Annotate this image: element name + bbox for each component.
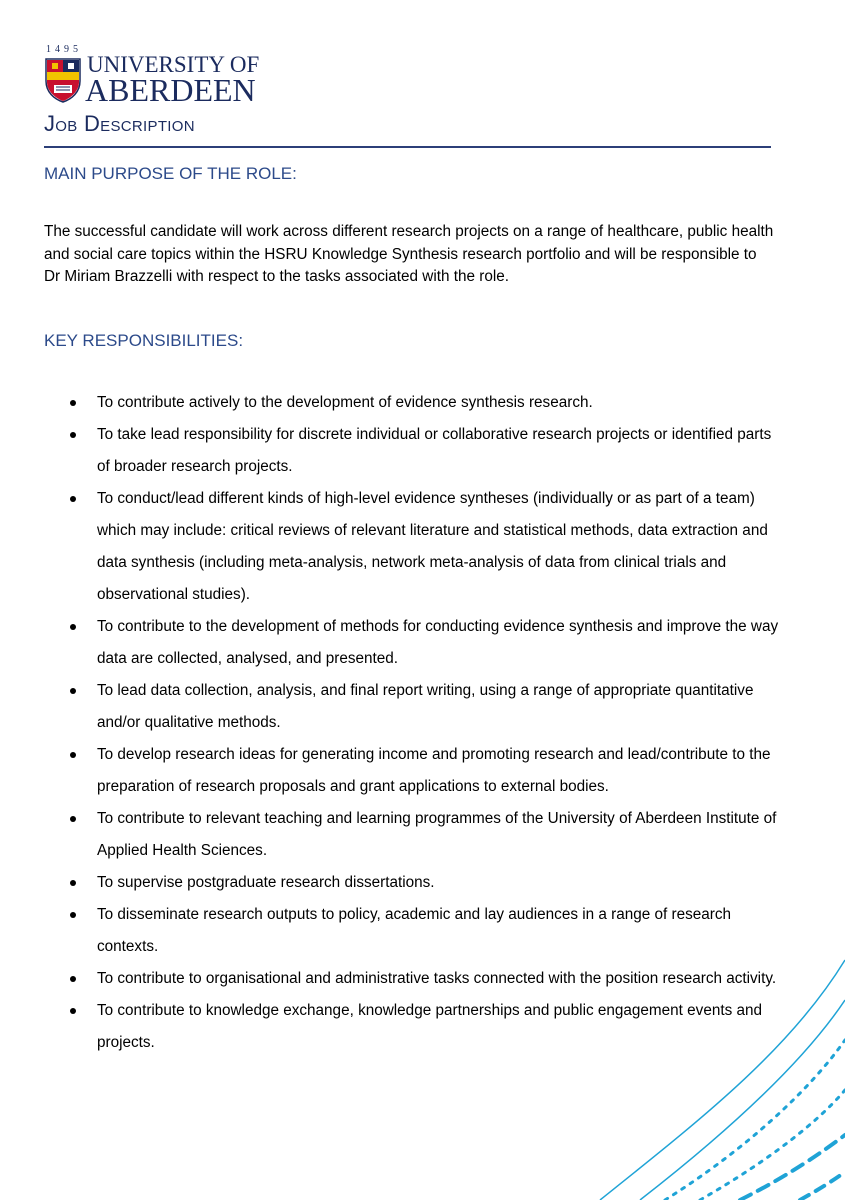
bullet-icon xyxy=(70,912,76,918)
list-item xyxy=(44,739,779,803)
list-item xyxy=(44,419,779,483)
list-item xyxy=(44,867,779,899)
list-item xyxy=(44,483,779,611)
bullet-icon xyxy=(70,688,76,694)
main-purpose-heading: MAIN PURPOSE OF THE ROLE: xyxy=(44,164,297,183)
responsibilities-list xyxy=(44,387,779,1059)
list-item-text: To contribute actively to the development of evidence synthesis research. xyxy=(97,394,593,411)
list-item xyxy=(44,963,779,995)
university-crest-icon xyxy=(44,57,82,103)
bullet-icon xyxy=(70,1008,76,1014)
list-item-text: To disseminate research outputs to policy, academic and lay audiences in a range of research contexts. xyxy=(97,906,732,955)
list-item-text: To contribute to the development of methods for conducting evidence synthesis and improve the way data are collected, analysed, and presented. xyxy=(97,618,779,667)
list-item xyxy=(44,611,779,675)
bullet-icon xyxy=(70,432,76,438)
logo-year: 1495 xyxy=(46,44,82,55)
list-item xyxy=(44,387,779,419)
university-logo xyxy=(44,44,260,108)
list-item-text: To take lead responsibility for discrete individual or collaborative research projects or identified parts of broader research projects. xyxy=(97,426,772,475)
list-item xyxy=(44,995,779,1059)
bullet-icon xyxy=(70,496,76,502)
list-item-text: To develop research ideas for generating income and promoting research and lead/contribute to the preparation of research proposals and grant applications to external bodies. xyxy=(97,746,771,795)
list-item-text: To supervise postgraduate research dissertations. xyxy=(97,874,435,891)
list-item xyxy=(44,675,779,739)
list-item-text: To conduct/lead different kinds of high-level evidence syntheses (individually or as part of a team) which may include: critical reviews of relevant literature and statistical methods, data extraction and data synthesis (including meta-analysis, network meta-analysis of data from clinical trials and observational studies). xyxy=(97,490,768,603)
document-title: Job Description xyxy=(44,111,195,136)
bullet-icon xyxy=(70,880,76,886)
list-item-text: To contribute to relevant teaching and learning programmes of the University of Aberdeen Institute of Applied Health Sciences. xyxy=(97,810,777,859)
logo-aberdeen: ABERDEEN xyxy=(85,72,256,108)
main-purpose-text: The successful candidate will work across different research projects on a range of healthcare, public health and social care topics within the HSRU Knowledge Synthesis research portfolio and will be responsible to Dr Miriam Brazzelli with respect to the tasks associated with the role. xyxy=(44,223,774,285)
header-divider xyxy=(44,146,771,148)
bullet-icon xyxy=(70,752,76,758)
bullet-icon xyxy=(70,976,76,982)
list-item-text: To lead data collection, analysis, and final report writing, using a range of appropriate quantitative and/or qualitative methods. xyxy=(97,682,754,731)
list-item-text: To contribute to knowledge exchange, knowledge partnerships and public engagement events and projects. xyxy=(97,1002,763,1051)
key-responsibilities-heading: KEY RESPONSIBILITIES: xyxy=(44,331,244,350)
logo-university-of: UNIVERSITY OF xyxy=(87,52,260,77)
list-item xyxy=(44,803,779,867)
bullet-icon xyxy=(70,816,76,822)
bullet-icon xyxy=(70,624,76,630)
list-item-text: To contribute to organisational and administrative tasks connected with the position research activity. xyxy=(97,970,777,987)
bullet-icon xyxy=(70,400,76,406)
list-item xyxy=(44,899,779,963)
